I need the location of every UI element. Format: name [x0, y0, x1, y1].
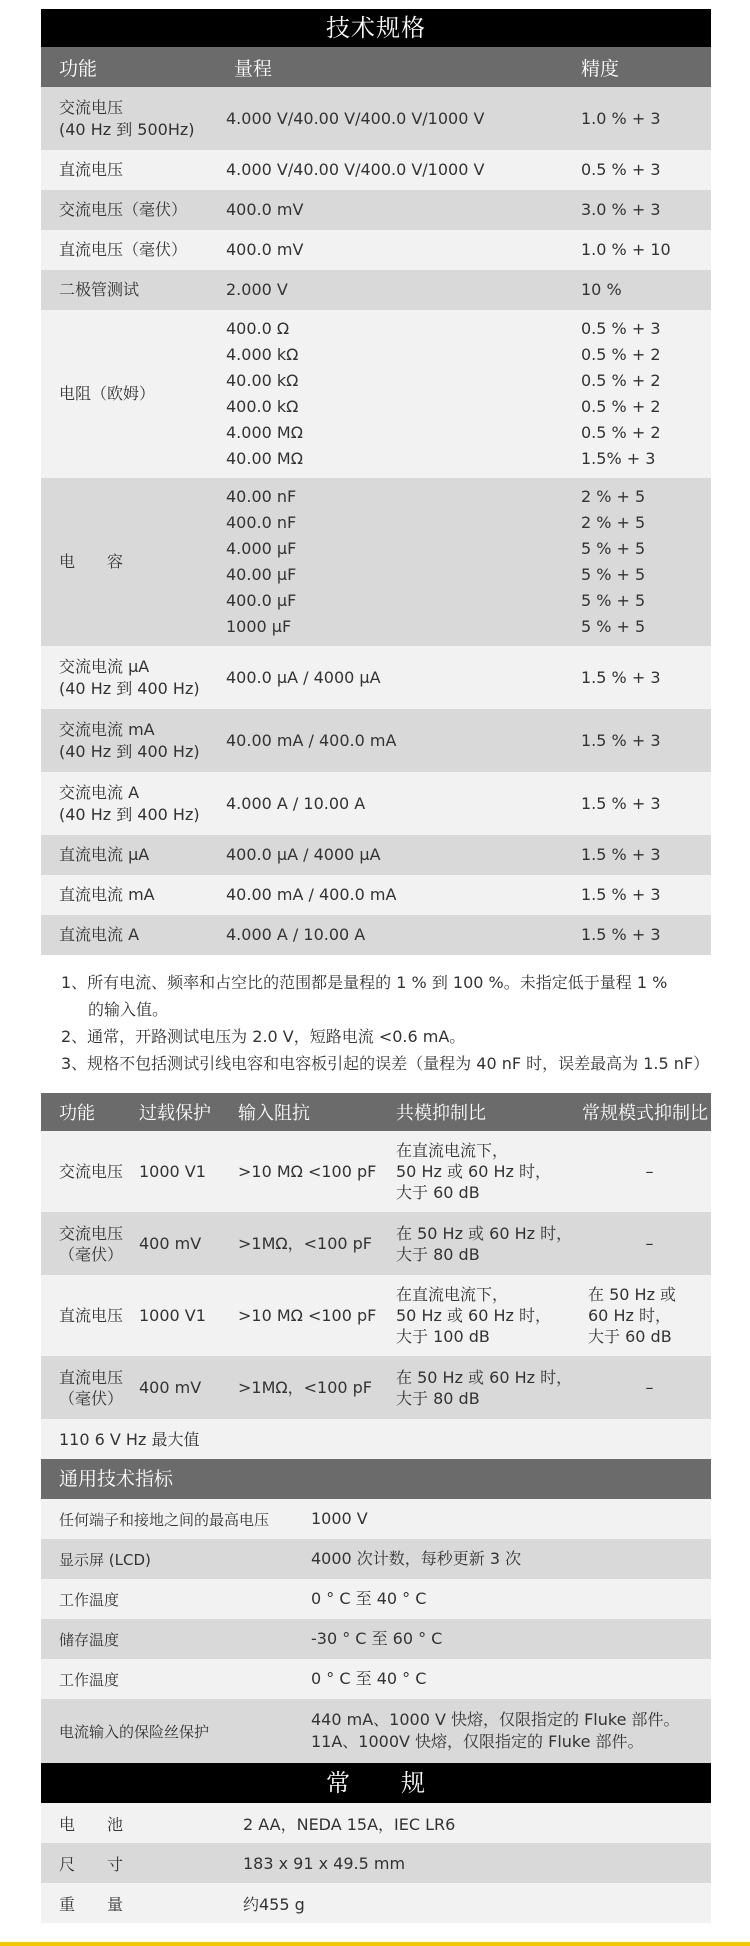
header-nmrr: 常规模式抑制比 — [582, 1103, 708, 1124]
range-line: 400.0 μF — [226, 591, 297, 610]
cell-accuracy — [581, 728, 711, 754]
table-row — [41, 1356, 711, 1419]
table-header — [41, 47, 711, 87]
cell-function — [41, 842, 226, 868]
accuracy-line: 0.5 % + 3 — [581, 319, 661, 338]
table-row — [41, 1659, 711, 1699]
cell-function — [41, 157, 226, 183]
nmrr-line: 60 Hz 时， — [588, 1306, 671, 1325]
range-line: 400.0 Ω — [226, 319, 290, 338]
cell-function — [41, 882, 226, 908]
footnote-row — [41, 1419, 711, 1459]
cell-range — [226, 237, 581, 263]
accuracy-line: 2 % + 5 — [581, 513, 646, 532]
accuracy-line: 5 % + 5 — [581, 617, 646, 636]
value-line: 0 ° C 至 40 ° C — [311, 1589, 427, 1608]
cell-overload: 1000 V1 — [139, 1306, 206, 1325]
accuracy-line: 1.0 % + 3 — [581, 108, 661, 128]
table-row — [41, 1499, 711, 1539]
table-row — [41, 1883, 711, 1923]
function-line: 直流电流 mA — [59, 885, 155, 904]
table-row — [41, 646, 711, 709]
cell-nmrr — [582, 1284, 711, 1347]
cmrr-line: 大于 60 dB — [396, 1183, 480, 1202]
measurement-spec-table — [41, 47, 711, 955]
range-line: 40.00 nF — [226, 487, 297, 506]
function-line: (40 Hz 到 400 Hz) — [59, 804, 200, 824]
range-line: 40.00 mA / 400.0 mA — [226, 730, 397, 750]
cell-impedance: >1MΩ，<100 pF — [238, 1234, 373, 1253]
cmrr-line: 50 Hz 或 60 Hz 时， — [396, 1306, 552, 1325]
function-line: 交流电流 μA — [59, 656, 150, 676]
cell-function — [41, 1305, 133, 1326]
range-line: 40.00 MΩ — [226, 449, 303, 468]
table-row — [41, 1699, 711, 1763]
accuracy-line: 1.0 % + 10 — [581, 240, 671, 259]
cell-key: 储存温度 — [59, 1630, 120, 1649]
table-row — [41, 1803, 711, 1843]
cell-range — [226, 665, 581, 691]
function-line: 直流电压（毫伏） — [59, 240, 188, 259]
range-line: 40.00 μF — [226, 565, 297, 584]
cell-accuracy — [581, 157, 711, 183]
cell-value — [311, 1709, 711, 1753]
cmrr-line: 大于 80 dB — [396, 1388, 480, 1408]
range-line: 4.000 V/40.00 V/400.0 V/1000 V — [226, 160, 485, 179]
cell-key: 工作温度 — [59, 1670, 120, 1689]
note-1: 1、所有电流、频率和占空比的范围都是量程的 1 % 到 100 %。未指定低于量程 1 % — [61, 973, 668, 992]
cell-function — [41, 197, 226, 223]
cell-key: 电流输入的保险丝保护 — [59, 1722, 210, 1741]
function-line: (40 Hz 到 400 Hz) — [59, 741, 200, 761]
cmrr-line: 在 50 Hz 或 60 Hz 时， — [396, 1223, 573, 1243]
value-line: -30 ° C 至 60 ° C — [311, 1629, 443, 1648]
function-line: (40 Hz 到 500Hz) — [59, 119, 195, 139]
function-line: 电阻（欧姆） — [59, 384, 156, 403]
cell-cmrr — [390, 1140, 582, 1203]
accuracy-line: 1.5 % + 3 — [581, 730, 661, 750]
function-line: 交流电压 — [59, 97, 124, 117]
cmrr-line: 在 50 Hz 或 60 Hz 时， — [396, 1367, 573, 1387]
table-row — [41, 1539, 711, 1579]
range-line: 4.000 MΩ — [226, 423, 303, 442]
table-row — [41, 230, 711, 270]
header-overload: 过载保护 — [139, 1103, 211, 1124]
function-line: 直流电压 — [59, 1367, 124, 1387]
cmrr-line: 在直流电流下， — [396, 1285, 509, 1304]
function-line: （毫伏） — [59, 1244, 124, 1264]
table-row — [41, 835, 711, 875]
table-row — [41, 87, 711, 150]
cell-range — [226, 157, 581, 183]
cell-accuracy — [581, 791, 711, 817]
accuracy-line: 0.5 % + 2 — [581, 397, 661, 416]
table-row — [41, 709, 711, 772]
cell-key: 显示屏 (LCD) — [59, 1550, 151, 1569]
accuracy-line: 10 % — [581, 280, 622, 299]
cell-function — [41, 656, 226, 700]
section-banner: 常 规 — [41, 1763, 711, 1803]
header-accuracy: 精度 — [581, 57, 620, 80]
cell-accuracy — [581, 922, 711, 948]
cell-key: 尺 寸 — [59, 1854, 124, 1874]
cell-range — [226, 106, 581, 132]
cell-function — [41, 549, 226, 575]
value-line: 0 ° C 至 40 ° C — [311, 1669, 427, 1688]
cell-cmrr — [390, 1367, 582, 1409]
cell-impedance: >10 MΩ <100 pF — [238, 1162, 377, 1181]
accuracy-line: 0.5 % + 2 — [581, 371, 661, 390]
cell-overload: 1000 V1 — [139, 1162, 206, 1181]
cell-range — [226, 922, 581, 948]
cell-accuracy — [581, 665, 711, 691]
cell-function — [41, 922, 226, 948]
cell-overload: 400 mV — [139, 1234, 202, 1253]
value-line: 1000 V — [311, 1509, 368, 1528]
nmrr-line: 在 50 Hz 或 — [588, 1285, 677, 1304]
range-line: 4.000 A / 10.00 A — [226, 925, 366, 944]
cell-function — [41, 277, 226, 303]
cell-cmrr — [390, 1223, 582, 1265]
function-line: 交流电压 — [59, 1223, 124, 1243]
range-line: 400.0 mV — [226, 240, 304, 259]
range-line: 1000 μF — [226, 617, 292, 636]
function-line: 交流电流 mA — [59, 719, 155, 739]
cmrr-line: 50 Hz 或 60 Hz 时， — [396, 1162, 552, 1181]
range-line: 400.0 μA / 4000 μA — [226, 845, 381, 864]
cell-function — [41, 719, 226, 763]
cell-value — [311, 1628, 711, 1650]
header-function: 功能 — [59, 1103, 95, 1124]
general-spec-table — [41, 1459, 711, 1763]
table-row — [41, 915, 711, 955]
cell-accuracy — [581, 316, 711, 472]
range-line: 4.000 V/40.00 V/400.0 V/1000 V — [226, 108, 485, 128]
value-line: 4000 次计数，每秒更新 3 次 — [311, 1549, 522, 1568]
accuracy-line: 1.5 % + 3 — [581, 667, 661, 687]
footnote-text: 110 6 V Hz 最大值 — [59, 1429, 200, 1449]
cell-cmrr — [390, 1284, 582, 1347]
cell-range — [226, 882, 581, 908]
range-line: 2.000 V — [226, 280, 288, 299]
table-row — [41, 1843, 711, 1883]
table-row — [41, 310, 711, 478]
value-line: 11A、1000V 快熔，仅限指定的 Fluke 部件。 — [311, 1732, 644, 1751]
notes-block — [41, 955, 711, 1093]
cell-overload: 400 mV — [139, 1378, 202, 1397]
accuracy-line: 0.5 % + 3 — [581, 160, 661, 179]
cell-value: 2 AA，NEDA 15A，IEC LR6 — [243, 1814, 456, 1834]
table-row — [41, 875, 711, 915]
cell-value — [311, 1548, 711, 1570]
header-range: 量程 — [234, 57, 273, 80]
cell-key: 工作温度 — [59, 1590, 120, 1609]
function-line: 二极管测试 — [59, 280, 140, 299]
cell-value: 约455 g — [243, 1894, 305, 1914]
note-2: 2、通常，开路测试电压为 2.0 V，短路电流 <0.6 mA。 — [61, 1027, 466, 1046]
function-line: 直流电流 μA — [59, 845, 150, 864]
cell-value: 183 x 91 x 49.5 mm — [243, 1853, 406, 1873]
cell-accuracy — [581, 237, 711, 263]
cell-nmrr — [582, 1377, 711, 1398]
table-row — [41, 190, 711, 230]
table-row — [41, 1579, 711, 1619]
cell-nmrr — [582, 1161, 711, 1182]
header-function: 功能 — [59, 57, 98, 80]
cell-accuracy — [581, 842, 711, 868]
cell-value — [311, 1588, 711, 1610]
table-header — [41, 1093, 711, 1131]
function-line: (40 Hz 到 400 Hz) — [59, 678, 200, 698]
cell-function — [41, 1161, 133, 1182]
function-line: 直流电压 — [59, 160, 124, 179]
note-3: 3、规格不包括测试引线电容和电容板引起的误差（量程为 40 nF 时，误差最高为 1.5 nF） — [61, 1054, 710, 1073]
accuracy-line: 1.5 % + 3 — [581, 845, 661, 864]
range-line: 400.0 kΩ — [226, 397, 299, 416]
cell-accuracy — [581, 882, 711, 908]
cell-accuracy — [581, 277, 711, 303]
accuracy-line: 0.5 % + 2 — [581, 423, 661, 442]
range-line: 400.0 μA / 4000 μA — [226, 667, 381, 687]
cell-function — [41, 237, 226, 263]
table-row — [41, 150, 711, 190]
cell-key: 电 池 — [59, 1814, 124, 1834]
nmrr-line: 大于 60 dB — [588, 1327, 672, 1346]
cell-range — [226, 197, 581, 223]
accuracy-line: 1.5 % + 3 — [581, 793, 661, 813]
cell-range — [226, 842, 581, 868]
table-row — [41, 1131, 711, 1212]
accuracy-line: 5 % + 5 — [581, 539, 646, 558]
section-title: 通用技术指标 — [41, 1459, 711, 1499]
accuracy-line: 1.5 % + 3 — [581, 925, 661, 944]
range-line: 4.000 kΩ — [226, 345, 299, 364]
accuracy-line: 1.5 % + 3 — [581, 885, 661, 904]
nmrr-line: – — [645, 1162, 654, 1181]
header-impedance: 输入阻抗 — [238, 1103, 310, 1124]
accuracy-line: 3.0 % + 3 — [581, 200, 661, 219]
cell-accuracy — [581, 484, 711, 640]
table-row — [41, 772, 711, 835]
cell-range — [226, 791, 581, 817]
function-line: 交流电压 — [59, 1162, 124, 1181]
accent-line — [0, 1942, 750, 1946]
table-row — [41, 478, 711, 646]
nmrr-line: – — [645, 1378, 654, 1397]
accuracy-line: 2 % + 5 — [581, 487, 646, 506]
function-line: 直流电流 A — [59, 925, 140, 944]
cell-function — [41, 1223, 133, 1265]
accuracy-line: 5 % + 5 — [581, 591, 646, 610]
function-line: （毫伏） — [59, 1388, 124, 1408]
table-row — [41, 1275, 711, 1356]
spec-sheet — [41, 9, 711, 1923]
cell-accuracy — [581, 197, 711, 223]
cell-range — [226, 316, 581, 472]
value-line: 440 mA、1000 V 快熔，仅限指定的 Fluke 部件。 — [311, 1710, 680, 1729]
cell-range — [226, 484, 581, 640]
function-line: 直流电压 — [59, 1306, 124, 1325]
range-line: 40.00 mA / 400.0 mA — [226, 885, 397, 904]
cell-range — [226, 277, 581, 303]
cmrr-line: 大于 100 dB — [396, 1327, 490, 1346]
accuracy-line: 5 % + 5 — [581, 565, 646, 584]
function-line: 电 容 — [59, 552, 124, 571]
note-1-continued: 的输入值。 — [88, 1000, 169, 1019]
accuracy-line: 0.5 % + 2 — [581, 345, 661, 364]
input-characteristics-table — [41, 1093, 711, 1459]
cell-impedance: >1MΩ，<100 pF — [238, 1378, 373, 1397]
cell-nmrr — [582, 1233, 711, 1254]
cell-function — [41, 1367, 133, 1409]
range-line: 40.00 kΩ — [226, 371, 299, 390]
cell-function — [41, 97, 226, 141]
range-line: 4.000 A / 10.00 A — [226, 793, 366, 813]
table-row — [41, 1212, 711, 1275]
spec-title-banner: 技术规格 — [41, 9, 711, 47]
cmrr-line: 大于 80 dB — [396, 1244, 480, 1264]
cell-range — [226, 728, 581, 754]
general-table — [41, 1763, 711, 1923]
cell-function — [41, 782, 226, 826]
range-line: 400.0 mV — [226, 200, 304, 219]
header-cmrr: 共模抑制比 — [396, 1103, 486, 1124]
cell-value — [311, 1668, 711, 1690]
cell-key: 任何端子和接地之间的最高电压 — [59, 1510, 270, 1529]
cmrr-line: 在直流电流下， — [396, 1141, 509, 1160]
function-line: 交流电压（毫伏） — [59, 200, 188, 219]
cell-value — [311, 1508, 711, 1530]
table-row — [41, 1619, 711, 1659]
accuracy-line: 1.5% + 3 — [581, 449, 656, 468]
cell-function — [41, 381, 226, 407]
range-line: 400.0 nF — [226, 513, 297, 532]
cell-accuracy — [581, 106, 711, 132]
range-line: 4.000 μF — [226, 539, 297, 558]
table-row — [41, 270, 711, 310]
nmrr-line: – — [645, 1234, 654, 1253]
cell-impedance: >10 MΩ <100 pF — [238, 1306, 377, 1325]
function-line: 交流电流 A — [59, 782, 140, 802]
cell-key: 重 量 — [59, 1894, 124, 1914]
